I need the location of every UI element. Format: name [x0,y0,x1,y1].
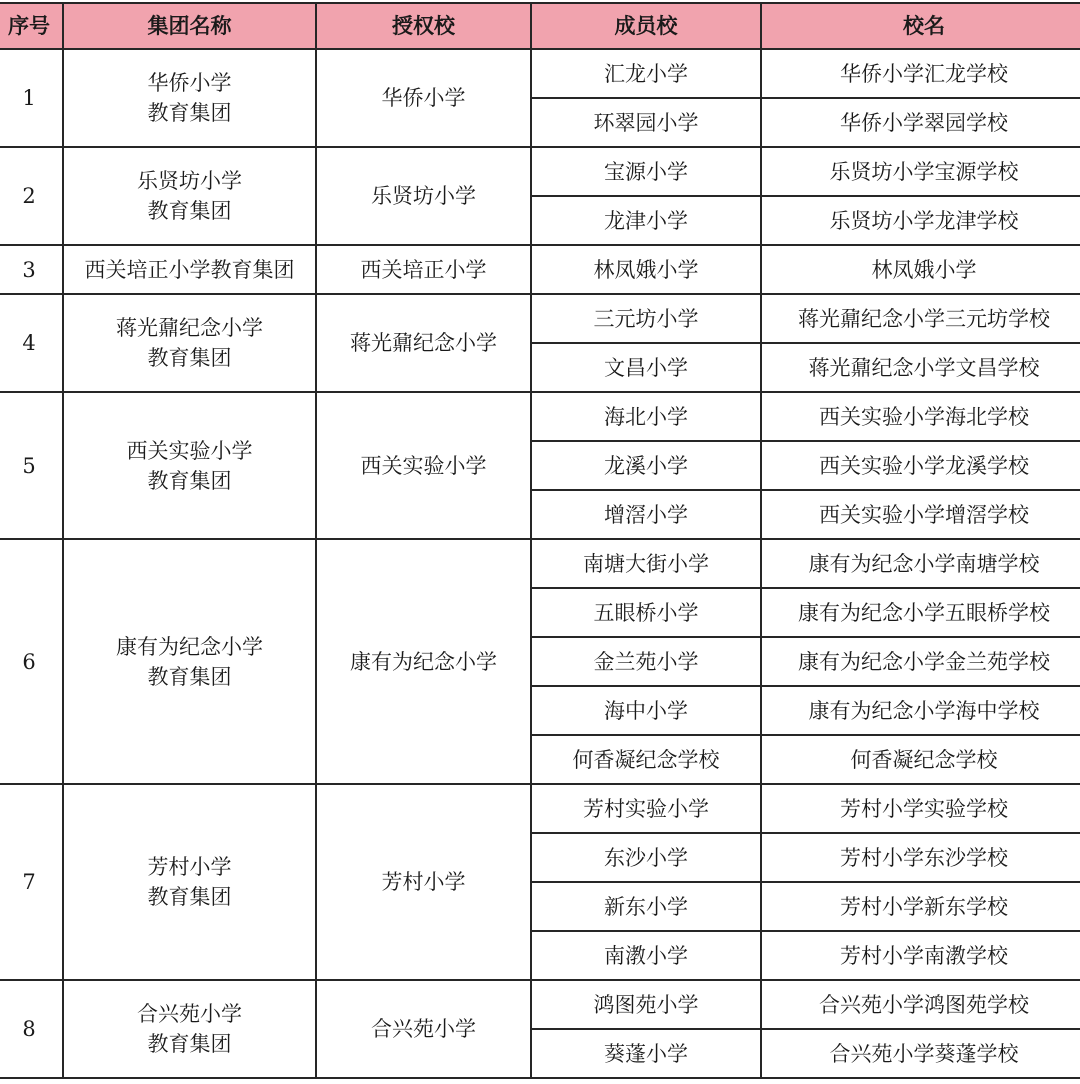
cell-group-name [63,539,316,784]
cell-member-school: 龙津小学 [531,196,761,245]
cell-index: 6 [0,539,63,784]
cell-group-name [63,784,316,980]
cell-member-school: 新东小学 [531,882,761,931]
cell-member-school: 三元坊小学 [531,294,761,343]
header-group-name: 集团名称 [63,3,316,49]
cell-school-name: 康有为纪念小学金兰苑学校 [761,637,1080,686]
group-name-line: 乐贤坊小学 [137,169,242,193]
cell-member-school: 龙溪小学 [531,441,761,490]
cell-authorized-school: 西关实验小学 [316,392,531,539]
header-authorized-school: 授权校 [316,3,531,49]
school-groups-table [0,2,1080,1079]
cell-authorized-school: 乐贤坊小学 [316,147,531,245]
group-name-line: 蒋光鼐纪念小学 [116,316,263,340]
table-row [0,980,1080,1029]
cell-school-name: 芳村小学实验学校 [761,784,1080,833]
cell-school-name: 合兴苑小学葵蓬学校 [761,1029,1080,1078]
cell-member-school: 南漖小学 [531,931,761,980]
cell-school-name: 林凤娥小学 [761,245,1080,294]
table-row [0,539,1080,588]
table-row [0,49,1080,98]
cell-member-school: 文昌小学 [531,343,761,392]
cell-school-name: 西关实验小学海北学校 [761,392,1080,441]
cell-authorized-school: 康有为纪念小学 [316,539,531,784]
cell-school-name: 康有为纪念小学海中学校 [761,686,1080,735]
header-index: 序号 [0,3,63,49]
cell-school-name: 乐贤坊小学龙津学校 [761,196,1080,245]
group-name-line: 教育集团 [147,1032,232,1056]
cell-group-name [63,147,316,245]
cell-index: 7 [0,784,63,980]
cell-index: 5 [0,392,63,539]
cell-member-school: 南塘大街小学 [531,539,761,588]
cell-school-name: 何香凝纪念学校 [761,735,1080,784]
cell-authorized-school: 华侨小学 [316,49,531,147]
cell-school-name: 康有为纪念小学五眼桥学校 [761,588,1080,637]
table-row [0,147,1080,196]
group-name-line: 教育集团 [147,346,232,370]
cell-school-name: 芳村小学新东学校 [761,882,1080,931]
school-groups-table-container [0,2,1080,1079]
group-name-line: 芳村小学 [147,855,232,879]
cell-school-name: 乐贤坊小学宝源学校 [761,147,1080,196]
cell-school-name: 华侨小学翠园学校 [761,98,1080,147]
group-name-line: 西关培正小学教育集团 [84,257,295,282]
cell-authorized-school: 合兴苑小学 [316,980,531,1078]
cell-school-name: 西关实验小学增滘学校 [761,490,1080,539]
cell-index: 4 [0,294,63,392]
cell-member-school: 海北小学 [531,392,761,441]
group-name-line: 教育集团 [147,885,232,909]
cell-member-school: 林凤娥小学 [531,245,761,294]
table-row [0,784,1080,833]
cell-group-name [63,294,316,392]
cell-school-name: 康有为纪念小学南塘学校 [761,539,1080,588]
group-name-line: 教育集团 [147,199,232,223]
group-name-line: 教育集团 [147,664,232,689]
cell-school-name: 华侨小学汇龙学校 [761,49,1080,98]
cell-school-name: 合兴苑小学鸿图苑学校 [761,980,1080,1029]
cell-authorized-school: 蒋光鼐纪念小学 [316,294,531,392]
cell-school-name: 西关实验小学龙溪学校 [761,441,1080,490]
group-name-line: 教育集团 [147,468,232,493]
group-name-line: 教育集团 [147,101,232,125]
header-member-school: 成员校 [531,3,761,49]
cell-member-school: 东沙小学 [531,833,761,882]
group-name-line: 华侨小学 [147,71,232,95]
cell-member-school: 汇龙小学 [531,49,761,98]
cell-member-school: 葵蓬小学 [531,1029,761,1078]
cell-member-school: 芳村实验小学 [531,784,761,833]
cell-member-school: 海中小学 [531,686,761,735]
group-name-line: 合兴苑小学 [137,1002,242,1026]
table-body [0,49,1080,1078]
cell-school-name: 芳村小学南漖学校 [761,931,1080,980]
cell-school-name: 芳村小学东沙学校 [761,833,1080,882]
cell-group-name [63,49,316,147]
cell-school-name: 蒋光鼐纪念小学三元坊学校 [761,294,1080,343]
cell-group-name [63,245,316,294]
table-row [0,392,1080,441]
cell-index: 8 [0,980,63,1078]
cell-authorized-school: 西关培正小学 [316,245,531,294]
cell-group-name [63,392,316,539]
cell-index: 3 [0,245,63,294]
cell-member-school: 宝源小学 [531,147,761,196]
cell-index: 2 [0,147,63,245]
cell-school-name: 蒋光鼐纪念小学文昌学校 [761,343,1080,392]
table-row [0,245,1080,294]
cell-member-school: 增滘小学 [531,490,761,539]
header-school-name: 校名 [761,3,1080,49]
cell-member-school: 环翠园小学 [531,98,761,147]
cell-member-school: 金兰苑小学 [531,637,761,686]
table-row [0,294,1080,343]
table-header-row [0,3,1080,49]
cell-member-school: 五眼桥小学 [531,588,761,637]
cell-member-school: 鸿图苑小学 [531,980,761,1029]
cell-group-name [63,980,316,1078]
cell-index: 1 [0,49,63,147]
cell-authorized-school: 芳村小学 [316,784,531,980]
group-name-line: 康有为纪念小学 [116,634,263,659]
group-name-line: 西关实验小学 [126,438,253,463]
cell-member-school: 何香凝纪念学校 [531,735,761,784]
